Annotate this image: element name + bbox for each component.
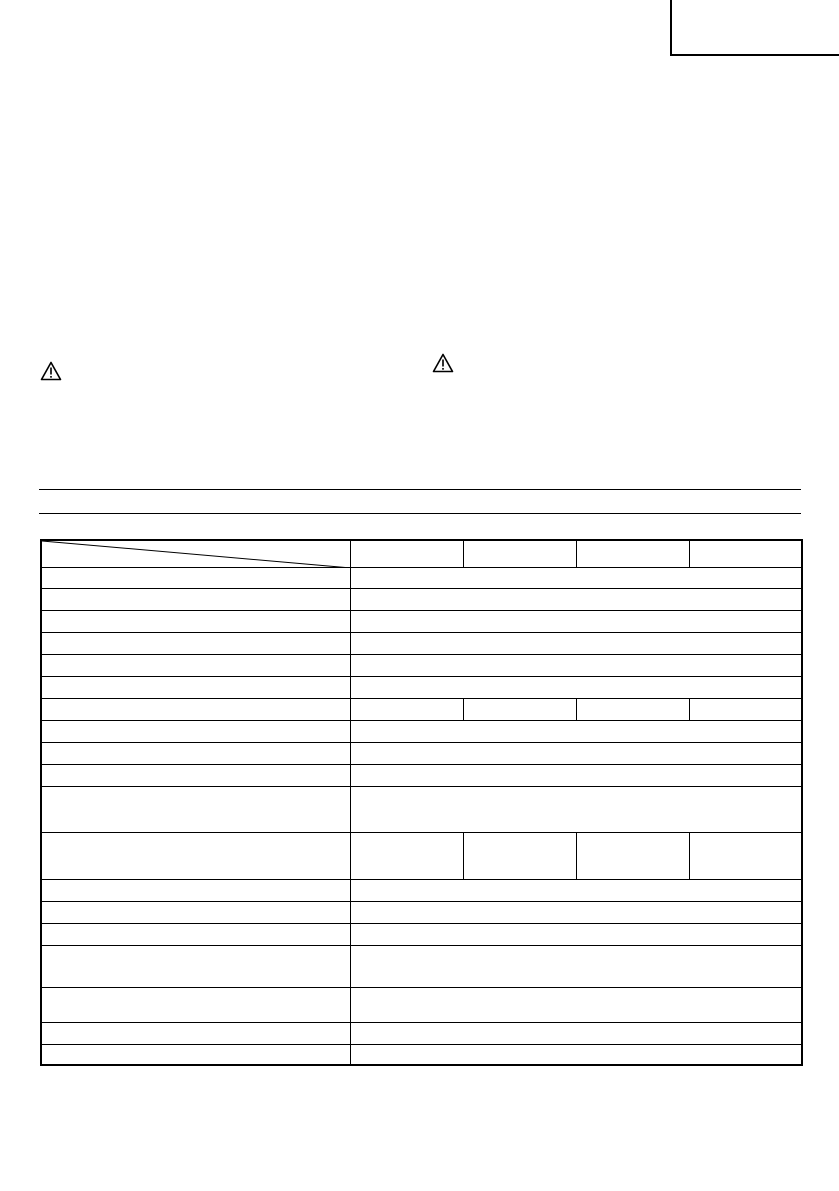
row-value: [576, 832, 689, 879]
row-value: [350, 987, 802, 1022]
table-row: [41, 879, 802, 901]
language-tab-box: [670, 0, 839, 56]
row-label: [41, 676, 350, 698]
row-value: [350, 1044, 802, 1065]
model-header-cell: [463, 540, 576, 567]
row-value: [576, 698, 689, 720]
table-row: [41, 720, 802, 742]
model-header-cell: [689, 540, 802, 567]
table-row: [41, 742, 802, 764]
table-row: [41, 764, 802, 786]
table-row: [41, 654, 802, 676]
table-row: [41, 987, 802, 1022]
row-value: [350, 632, 802, 654]
section-rule-bottom: [39, 513, 801, 514]
row-label: [41, 742, 350, 764]
row-label: [41, 786, 350, 832]
table-row: [41, 632, 802, 654]
row-label: [41, 832, 350, 879]
row-value: [689, 832, 802, 879]
row-value: [350, 764, 802, 786]
row-value: [350, 610, 802, 632]
row-value: [350, 720, 802, 742]
row-label: [41, 923, 350, 945]
row-value: [463, 698, 576, 720]
row-value: [350, 832, 463, 879]
specifications-table: [40, 539, 803, 1066]
table-row: [41, 567, 802, 588]
row-label: [41, 698, 350, 720]
row-label: [41, 879, 350, 901]
model-header-cell: [350, 540, 463, 567]
table-row: [41, 1022, 802, 1044]
row-value: [350, 923, 802, 945]
row-value: [350, 567, 802, 588]
model-header-cell: [576, 540, 689, 567]
table-row: [41, 945, 802, 987]
row-value: [350, 588, 802, 610]
table-row: [41, 832, 802, 879]
table-row: [41, 923, 802, 945]
row-label: [41, 720, 350, 742]
row-label: [41, 901, 350, 923]
table-row: [41, 588, 802, 610]
row-label: [41, 588, 350, 610]
row-value: [350, 879, 802, 901]
table-row: [41, 676, 802, 698]
warning-triangle-icon: [432, 353, 454, 373]
row-value: [350, 654, 802, 676]
row-label: [41, 610, 350, 632]
row-value: [350, 1022, 802, 1044]
table-row: [41, 610, 802, 632]
row-value: [350, 742, 802, 764]
row-label: [41, 1022, 350, 1044]
row-label: [41, 654, 350, 676]
row-label: [41, 567, 350, 588]
warning-triangle-icon: [40, 361, 62, 381]
row-label: [41, 764, 350, 786]
row-value: [350, 676, 802, 698]
table-row: [41, 698, 802, 720]
section-rule-top: [39, 489, 801, 490]
row-label: [41, 945, 350, 987]
row-label: [41, 632, 350, 654]
diagonal-header-cell: [41, 540, 350, 567]
row-value: [463, 832, 576, 879]
row-value: [350, 786, 802, 832]
table-row: [41, 786, 802, 832]
row-label: [41, 1044, 350, 1065]
table-row: [41, 901, 802, 923]
row-label: [41, 987, 350, 1022]
row-value: [689, 698, 802, 720]
row-value: [350, 901, 802, 923]
row-value: [350, 945, 802, 987]
table-row: [41, 1044, 802, 1065]
table-header-row: [41, 540, 802, 567]
row-value: [350, 698, 463, 720]
